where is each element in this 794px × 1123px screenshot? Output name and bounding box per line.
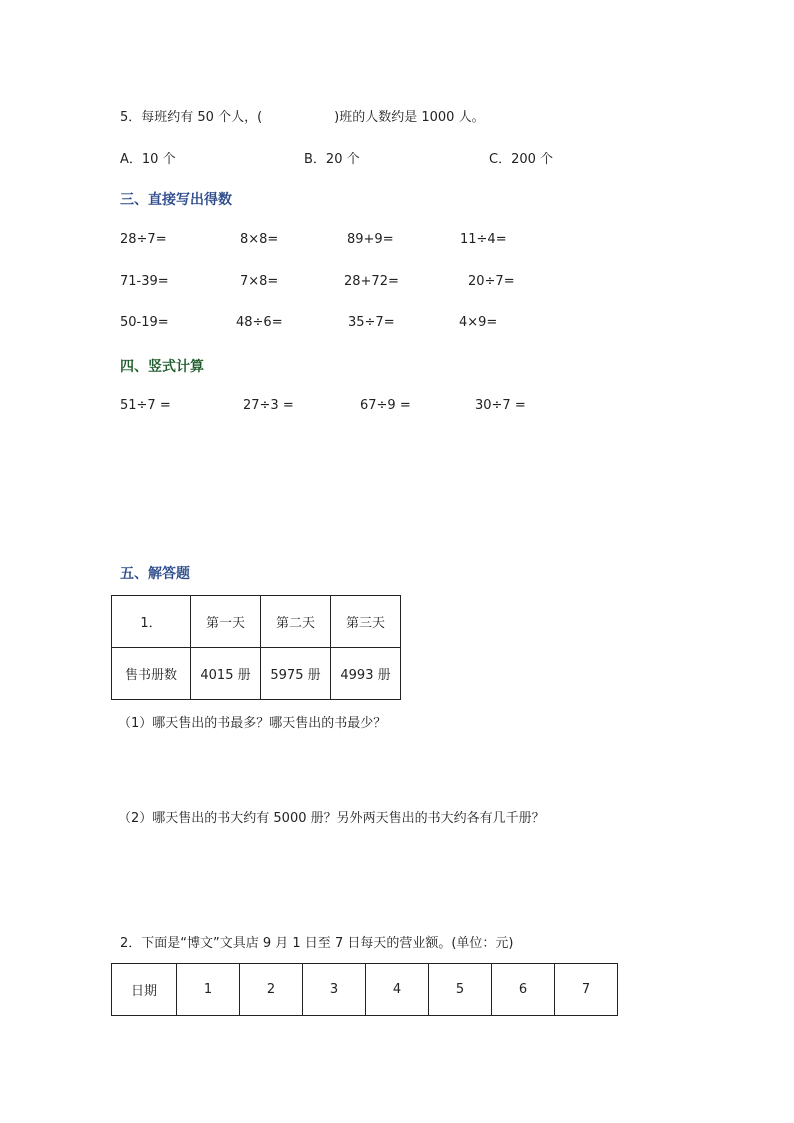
calc-item: 71-39=: [120, 274, 169, 289]
table-cell: 日期: [112, 964, 177, 1016]
table-cell: 1．: [112, 596, 191, 648]
problem-2-stem: 2．下面是“博文”文具店 9 月 1 日至 7 日每天的营业额。(单位：元): [120, 936, 514, 951]
calc-item: 28÷7=: [120, 232, 167, 247]
section-5-title: 五、解答题: [120, 566, 190, 582]
table-row: [112, 964, 618, 1016]
table-cell: 第三天: [331, 596, 401, 648]
table-cell: 5975 册: [261, 648, 331, 700]
calc-item: 28+72=: [344, 274, 399, 289]
vertical-calc-item: 67÷9 =: [360, 398, 411, 413]
calc-item: 11÷4=: [460, 232, 507, 247]
table-cell: 5: [429, 964, 492, 1016]
option-b: B．20 个: [304, 152, 360, 167]
sub-question-1: （1）哪天售出的书最多？哪天售出的书最少？: [118, 716, 387, 731]
calc-item: 48÷6=: [236, 315, 283, 330]
table-cell: 2: [240, 964, 303, 1016]
option-a: A．10 个: [120, 152, 176, 167]
calc-item: 20÷7=: [468, 274, 515, 289]
sub-question-2: （2）哪天售出的书大约有 5000 册？另外两天售出的书大约各有几千册？: [118, 811, 545, 826]
calc-item: 8×8=: [240, 232, 279, 247]
vertical-calc-item: 51÷7 =: [120, 398, 171, 413]
book-sales-table: [111, 595, 401, 700]
table-cell: 3: [303, 964, 366, 1016]
calc-item: 50-19=: [120, 315, 169, 330]
revenue-table: [111, 963, 618, 1016]
question-5-stem-suffix: )班的人数约是 1000 人。: [334, 110, 485, 125]
calc-item: 7×8=: [240, 274, 279, 289]
calc-item: 35÷7=: [348, 315, 395, 330]
option-c: C．200 个: [489, 152, 554, 167]
table-cell: 4: [366, 964, 429, 1016]
table-cell: 7: [555, 964, 618, 1016]
vertical-calc-item: 27÷3 =: [243, 398, 294, 413]
table-row: [112, 596, 401, 648]
table-cell: 1: [177, 964, 240, 1016]
calc-item: 89+9=: [347, 232, 394, 247]
table-cell: 售书册数: [112, 648, 191, 700]
vertical-calc-item: 30÷7 =: [475, 398, 526, 413]
table-row: [112, 648, 401, 700]
section-4-title: 四、竖式计算: [120, 359, 204, 375]
table-cell: 4015 册: [191, 648, 261, 700]
table-cell: 6: [492, 964, 555, 1016]
table-cell: 4993 册: [331, 648, 401, 700]
section-3-title: 三、直接写出得数: [120, 192, 232, 208]
table-cell: 第一天: [191, 596, 261, 648]
calc-item: 4×9=: [459, 315, 498, 330]
table-cell: 第二天: [261, 596, 331, 648]
question-5: [120, 106, 485, 125]
question-5-stem-prefix: 5．每班约有 50 个人，(: [120, 110, 263, 125]
